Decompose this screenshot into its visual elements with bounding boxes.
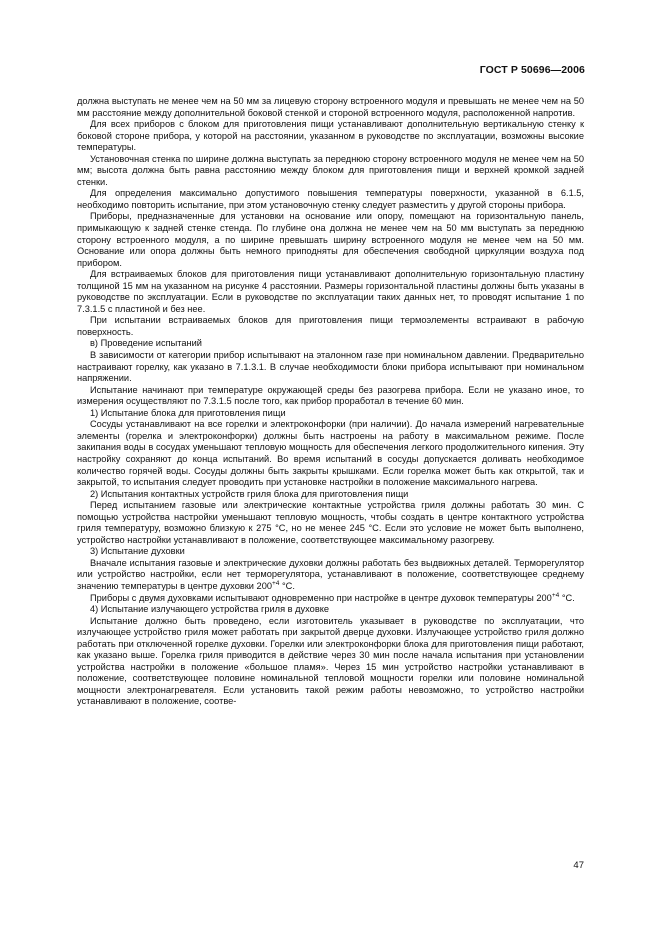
tolerance-superscript: +4 <box>551 591 560 599</box>
paragraph: Для всех приборов с блоком для приготовления пищи устанавливают дополнительную вертикальную стенку к боковой стороне прибора, у которой на расстоянии, указанном в руководстве по эксплуатации, возможны высокие температуры. <box>77 119 584 153</box>
paragraph: Перед испытанием газовые или электрические контактные устройства гриля должны работать 30 мин. С помощью устройства настройки уменьшают тепловую мощность, чтобы создать в центре контактного устройства гриля температуру, возможно близкую к 275 °С, но не менее 245 °С. Если это условие не может быть выполнено, устройство настройки устанавливают в положение, соответствующее максимальному разогреву. <box>77 500 584 545</box>
subheading: 3) Испытание духовки <box>90 546 185 557</box>
subheading: в) Проведение испытаний <box>90 338 202 349</box>
unit-text: °С. <box>279 580 295 591</box>
paragraph-text: Вначале испытания газовые и электрические духовки должны работать без выдвижных деталей. Терморегулятор или устройство настройки, если нет терморегулятора, устанавливают в положение, соответствующее среднему значению температуры в центре духовки 200 <box>77 557 584 591</box>
subheading: 4) Испытание излучающего устройства гриля в духовке <box>90 604 330 615</box>
page-number: 47 <box>573 860 584 871</box>
paragraph: должна выступать не менее чем на 50 мм за лицевую сторону встроенного модуля и превышать не менее чем на 50 мм расстояние между дополнительной боковой стенкой и стороной встроенного модуля, расположенной напротив. <box>77 96 584 118</box>
page-body <box>77 96 584 708</box>
paragraph: Приборы, предназначенные для установки на основание или опору, помещают на горизонтальную панель, примыкающую к задней стенке стенда. По глубине она должна не менее чем на 50 мм выступать за переднюю сторону встроенного модуля, а по ширине превышать ширину встроенного модуля не менее чем на 50 мм. Основание или опора должны быть немного приподняты для обеспечения свободной циркуляции воздуха под прибором. <box>77 211 584 268</box>
paragraph: Сосуды устанавливают на все горелки и электроконфорки (при наличии). До начала измерений нагревательные элементы (горелка и электроконфорки) должны быть настроены на работу в максимальном режиме. После закипания воды в сосудах уменьшают тепловую мощность для обеспечения легкого продолжительного кипения. Эту настройку сохраняют до конца испытаний. Во время испытаний в сосуды допускается доливать необходимое количество горячей воды. Сосуды должны быть закрыты крышками. Если горелка может быть как открытой, так и закрытой, то испытания следует проводить при установке настройки в положение максимального нагрева. <box>77 419 584 488</box>
paragraph: При испытании встраиваемых блоков для приготовления пищи термоэлементы встраивают в рабочую поверхность. <box>77 315 584 337</box>
paragraph: Испытание должно быть проведено, если изготовитель указывает в руководстве по эксплуатации, что излучающее устройство гриля может работать при закрытой дверце духовки. Излучающее устройство гриля должно работать при отключенной горелке духовки. Горелки или электроконфорки блока для приготовления пищи работают, как указано выше. Горелка гриля приводится в действие через 30 мин после начала испытания при установлении устройства настройки в положение «большое пламя». Через 15 мин устройство настройки устанавливают в положение, соответствующее половине номинальной тепловой мощности горелки или половине номинальной мощности электронагревателя. Если установить такой режим работы невозможно, то устройство настройки устанавливают в положение, соотве- <box>77 615 584 707</box>
paragraph <box>77 558 584 593</box>
tolerance-superscript: +4 <box>271 579 280 587</box>
subheading: 1) Испытание блока для приготовления пищи <box>90 407 286 418</box>
page-header-standard: ГОСТ Р 50696—2006 <box>479 64 585 76</box>
unit-text: °С. <box>559 592 575 603</box>
paragraph: В зависимости от категории прибор испытывают на эталонном газе при номинальном давлении. Предварительно настраивают горелку, как указано в 7.1.3.1. В случае необходимости блоки прибора испытывают при номинальном напряжении. <box>77 350 584 384</box>
paragraph: Для встраиваемых блоков для приготовления пищи устанавливают дополнительную горизонтальную пластину толщиной 15 мм на указанном на рисунке 4 расстоянии. Размеры горизонтальной пластины должны быть указаны в руководстве по эксплуатации. Если в руководстве по эксплуатации таких данных нет, то проводят испытание 1 по 7.3.1.5 с пластиной и без нее. <box>77 269 584 314</box>
paragraph: Испытание начинают при температуре окружающей среды без разогрева прибора. Если не указано иное, то измерения осуществляют по 7.3.1.5 после того, как прибор проработал в течение 60 мин. <box>77 384 584 407</box>
paragraph <box>77 593 584 605</box>
paragraph-text: Приборы с двумя духовками испытывают одновременно при настройке в центре духовок температуры 200 <box>90 592 552 603</box>
paragraph: Для определения максимально допустимого повышения температуры поверхности, указанной в 6.1.5, необходимо повторить испытание, при этом установочную стенку следует разместить у другой стороны прибора. <box>77 188 584 210</box>
subheading: 2) Испытания контактных устройств гриля блока для приготовления пищи <box>90 488 409 499</box>
paragraph: Установочная стенка по ширине должна выступать за переднюю сторону встроенного модуля не менее чем на 50 мм; высота должна быть равна расстоянию между блоком для приготовления пищи и верхней кромкой задней стенки. <box>77 153 584 187</box>
